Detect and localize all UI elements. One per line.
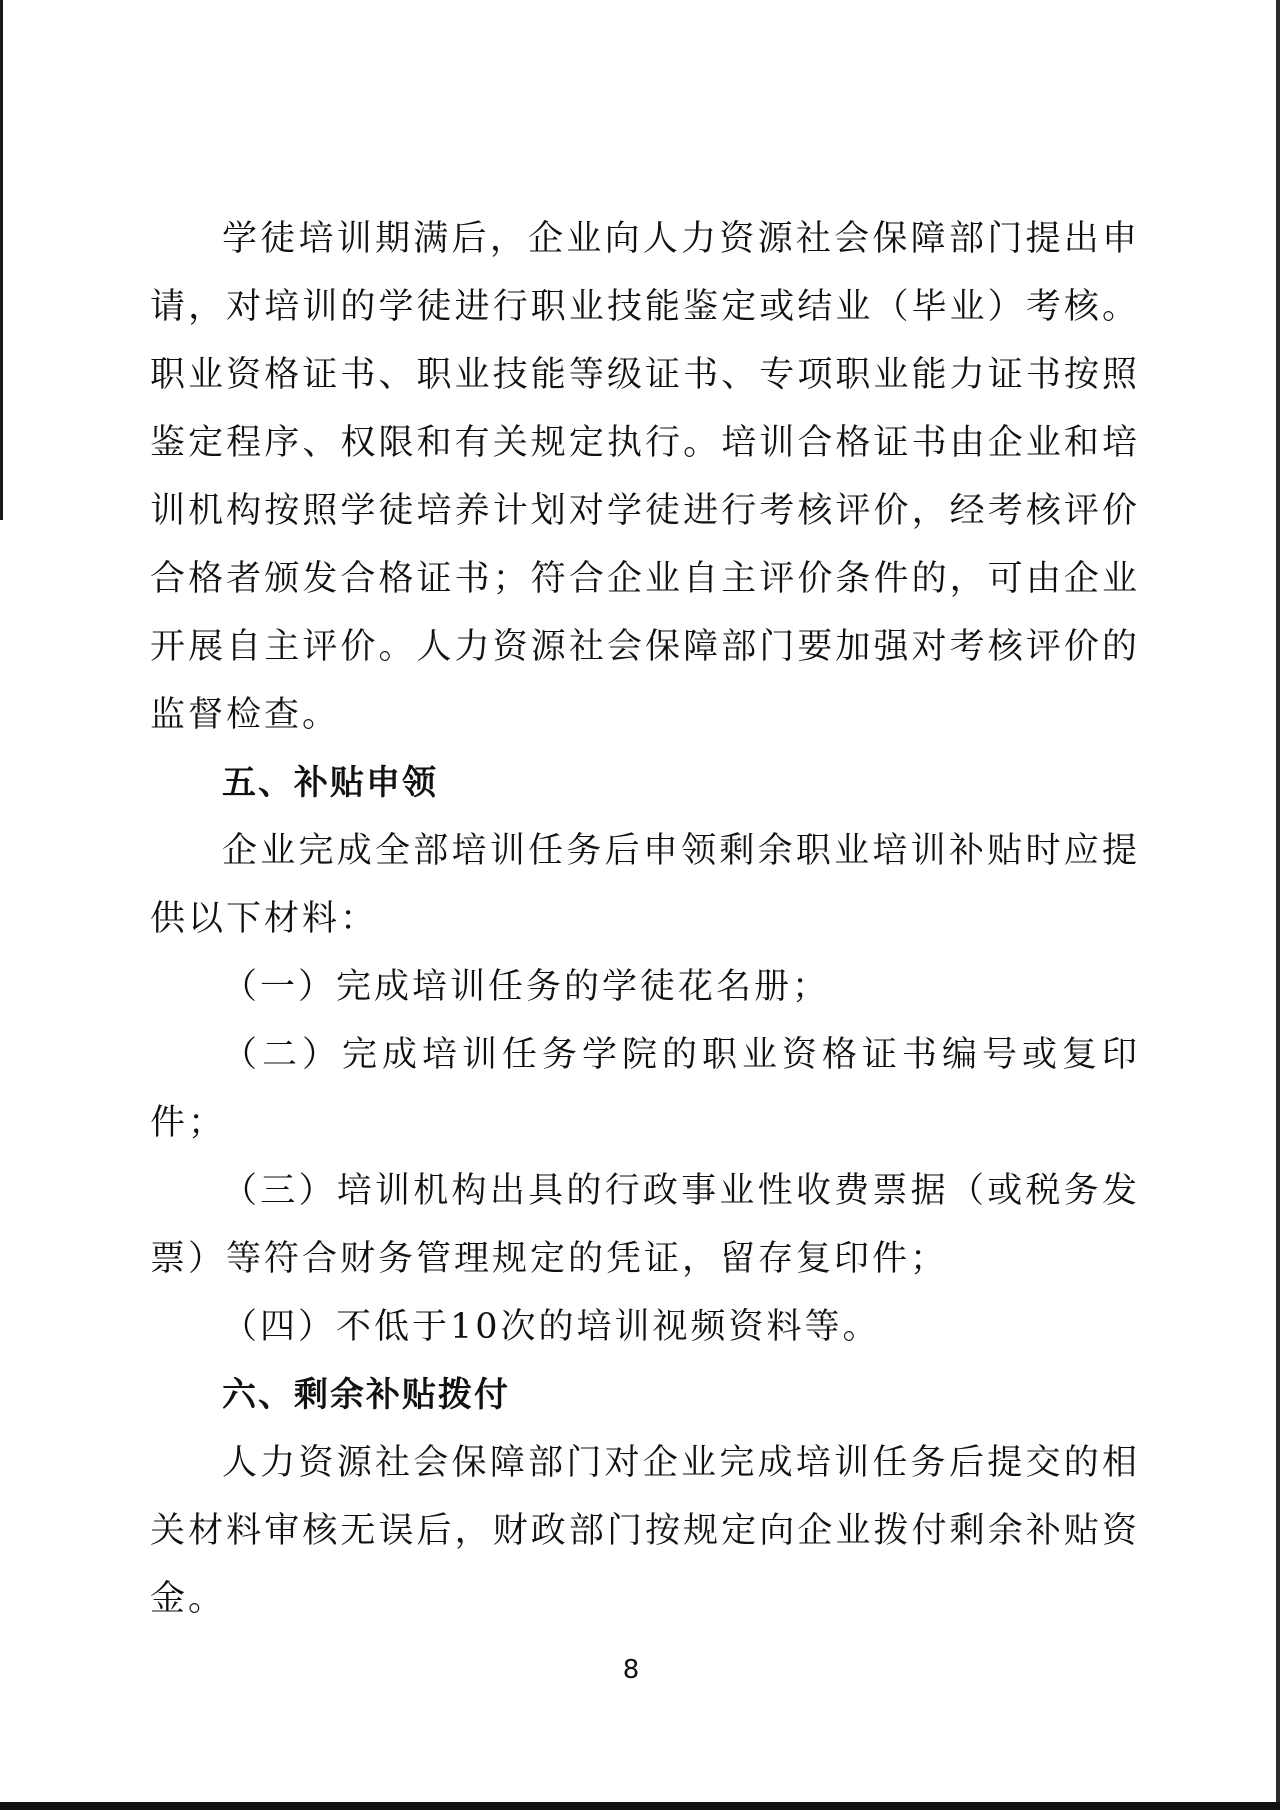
scan-edge-bottom bbox=[0, 1802, 1280, 1810]
list-item-4: （四）不低于10次的培训视频资料等。 bbox=[222, 1307, 881, 1347]
document-body bbox=[150, 205, 1140, 1633]
section-heading-subsidy-application: 五、补贴申领 bbox=[222, 763, 438, 803]
paragraph-disbursement: 人力资源社会保障部门对企业完成培训任务后提交的相关材料审核无误后，财政部门按规定向企业拨付剩余补贴资金。 bbox=[150, 1443, 1140, 1619]
section-heading-subsidy-disbursement: 六、剩余补贴拨付 bbox=[222, 1375, 510, 1415]
list-item-3: （三）培训机构出具的行政事业性收费票据（或税务发票）等符合财务管理规定的凭证，留存复印件； bbox=[150, 1171, 1140, 1279]
scan-edge-right bbox=[1276, 0, 1280, 1810]
paragraph-assessment: 学徒培训期满后，企业向人力资源社会保障部门提出申请，对培训的学徒进行职业技能鉴定或结业（毕业）考核。职业资格证书、职业技能等级证书、专项职业能力证书按照鉴定程序、权限和有关规定执行。培训合格证书由企业和培训机构按照学徒培养计划对学徒进行考核评价，经考核评价合格者颁发合格证书；符合企业自主评价条件的，可由企业开展自主评价。人力资源社会保障部门要加强对考核评价的监督检查。 bbox=[150, 219, 1140, 735]
list-item-1: （一）完成培训任务的学徒花名册； bbox=[222, 967, 831, 1007]
list-item-2: （二）完成培训任务学院的职业资格证书编号或复印件； bbox=[150, 1035, 1140, 1143]
scan-edge-left bbox=[0, 0, 3, 520]
page-number: 8 bbox=[622, 1655, 640, 1685]
paragraph-materials-intro: 企业完成全部培训任务后申领剩余职业培训补贴时应提供以下材料： bbox=[150, 831, 1140, 939]
